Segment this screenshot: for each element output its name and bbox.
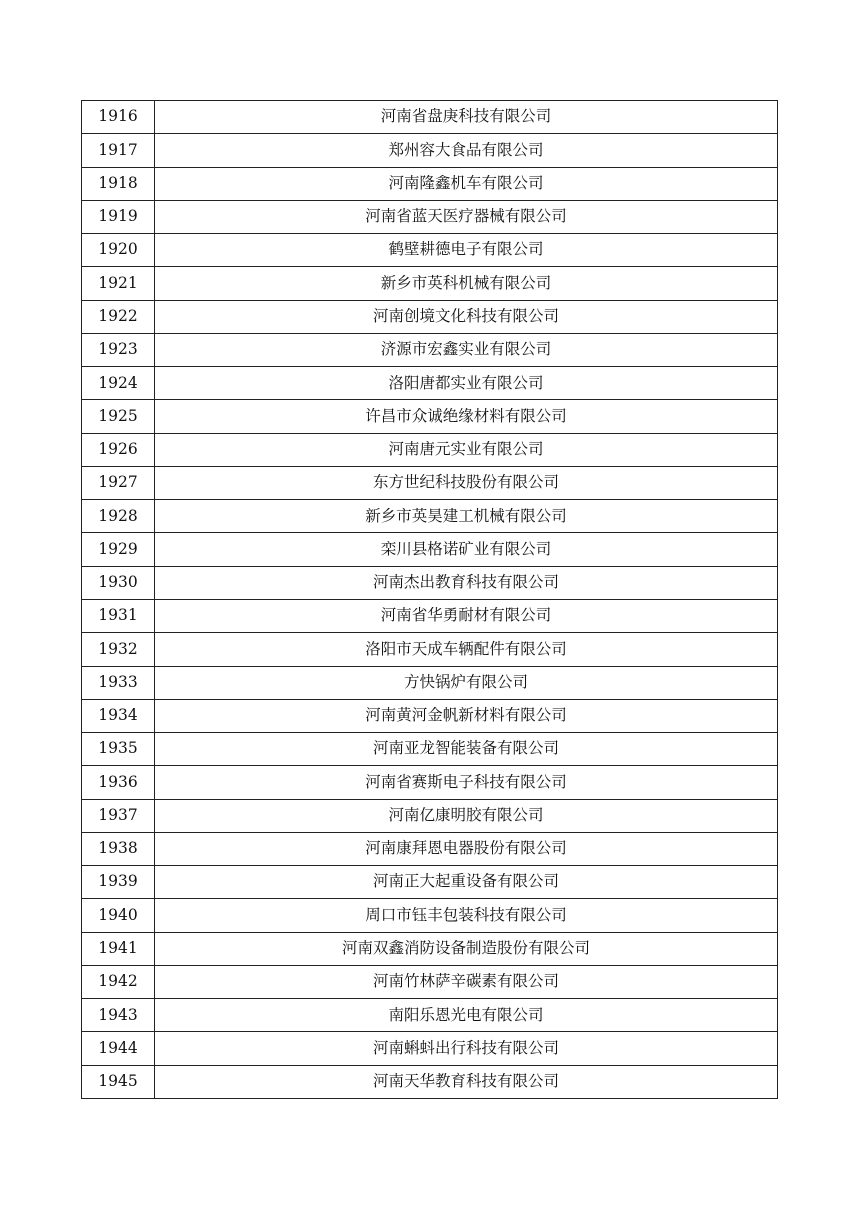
company-name-cell: 方快锅炉有限公司 [155,666,778,699]
row-number-cell: 1934 [82,699,155,732]
row-number-cell: 1927 [82,466,155,499]
company-name-cell: 河南天华教育科技有限公司 [155,1065,778,1098]
row-number-cell: 1931 [82,599,155,632]
company-name-cell: 河南亿康明胶有限公司 [155,799,778,832]
row-number-cell: 1942 [82,965,155,998]
table-row [82,101,778,134]
table-row [82,799,778,832]
company-name-cell: 河南唐元实业有限公司 [155,433,778,466]
company-name-cell: 栾川县格诺矿业有限公司 [155,533,778,566]
company-name-cell: 郑州容大食品有限公司 [155,134,778,167]
company-name-cell: 河南隆鑫机车有限公司 [155,167,778,200]
company-name-cell: 河南黄河金帆新材料有限公司 [155,699,778,732]
company-name-cell: 河南蝌蚪出行科技有限公司 [155,1032,778,1065]
table-row [82,733,778,766]
table-row [82,699,778,732]
table-row [82,466,778,499]
row-number-cell: 1916 [82,101,155,134]
company-name-cell: 河南省赛斯电子科技有限公司 [155,766,778,799]
table-row [82,1032,778,1065]
company-name-cell: 河南省盘庚科技有限公司 [155,101,778,134]
table-row [82,666,778,699]
row-number-cell: 1930 [82,566,155,599]
row-number-cell: 1929 [82,533,155,566]
row-number-cell: 1933 [82,666,155,699]
table-row [82,965,778,998]
company-list-table [81,100,778,1099]
row-number-cell: 1919 [82,200,155,233]
company-name-cell: 河南康拜恩电器股份有限公司 [155,832,778,865]
table-row [82,633,778,666]
table-row [82,866,778,899]
table-row [82,832,778,865]
table-row [82,333,778,366]
row-number-cell: 1940 [82,899,155,932]
company-name-cell: 河南省蓝天医疗器械有限公司 [155,200,778,233]
table-row [82,367,778,400]
row-number-cell: 1918 [82,167,155,200]
table-row [82,300,778,333]
row-number-cell: 1941 [82,932,155,965]
table-row [82,267,778,300]
table-row [82,1065,778,1098]
company-name-cell: 洛阳市天成车辆配件有限公司 [155,633,778,666]
row-number-cell: 1922 [82,300,155,333]
company-name-cell: 河南双鑫消防设备制造股份有限公司 [155,932,778,965]
row-number-cell: 1917 [82,134,155,167]
row-number-cell: 1926 [82,433,155,466]
table-row [82,599,778,632]
table-row [82,533,778,566]
company-name-cell: 东方世纪科技股份有限公司 [155,466,778,499]
company-name-cell: 河南创境文化科技有限公司 [155,300,778,333]
company-list-body [82,101,778,1099]
company-name-cell: 河南省华勇耐材有限公司 [155,599,778,632]
row-number-cell: 1921 [82,267,155,300]
table-row [82,899,778,932]
table-row [82,134,778,167]
row-number-cell: 1925 [82,400,155,433]
table-row [82,766,778,799]
row-number-cell: 1939 [82,866,155,899]
table-row [82,999,778,1032]
company-name-cell: 洛阳唐都实业有限公司 [155,367,778,400]
company-name-cell: 新乡市英昊建工机械有限公司 [155,500,778,533]
row-number-cell: 1924 [82,367,155,400]
table-row [82,932,778,965]
table-row [82,234,778,267]
company-name-cell: 河南杰出教育科技有限公司 [155,566,778,599]
row-number-cell: 1943 [82,999,155,1032]
row-number-cell: 1937 [82,799,155,832]
company-name-cell: 济源市宏鑫实业有限公司 [155,333,778,366]
company-name-cell: 周口市钰丰包装科技有限公司 [155,899,778,932]
table-row [82,500,778,533]
company-name-cell: 鹤壁耕德电子有限公司 [155,234,778,267]
company-name-cell: 河南亚龙智能装备有限公司 [155,733,778,766]
table-row [82,200,778,233]
table-row [82,566,778,599]
table-row [82,400,778,433]
company-name-cell: 新乡市英科机械有限公司 [155,267,778,300]
company-name-cell: 许昌市众诚绝缘材料有限公司 [155,400,778,433]
company-name-cell: 河南正大起重设备有限公司 [155,866,778,899]
row-number-cell: 1923 [82,333,155,366]
table-row [82,433,778,466]
row-number-cell: 1945 [82,1065,155,1098]
row-number-cell: 1932 [82,633,155,666]
row-number-cell: 1920 [82,234,155,267]
row-number-cell: 1938 [82,832,155,865]
company-name-cell: 南阳乐恩光电有限公司 [155,999,778,1032]
row-number-cell: 1928 [82,500,155,533]
table-row [82,167,778,200]
row-number-cell: 1936 [82,766,155,799]
company-name-cell: 河南竹林萨辛碳素有限公司 [155,965,778,998]
row-number-cell: 1935 [82,733,155,766]
row-number-cell: 1944 [82,1032,155,1065]
